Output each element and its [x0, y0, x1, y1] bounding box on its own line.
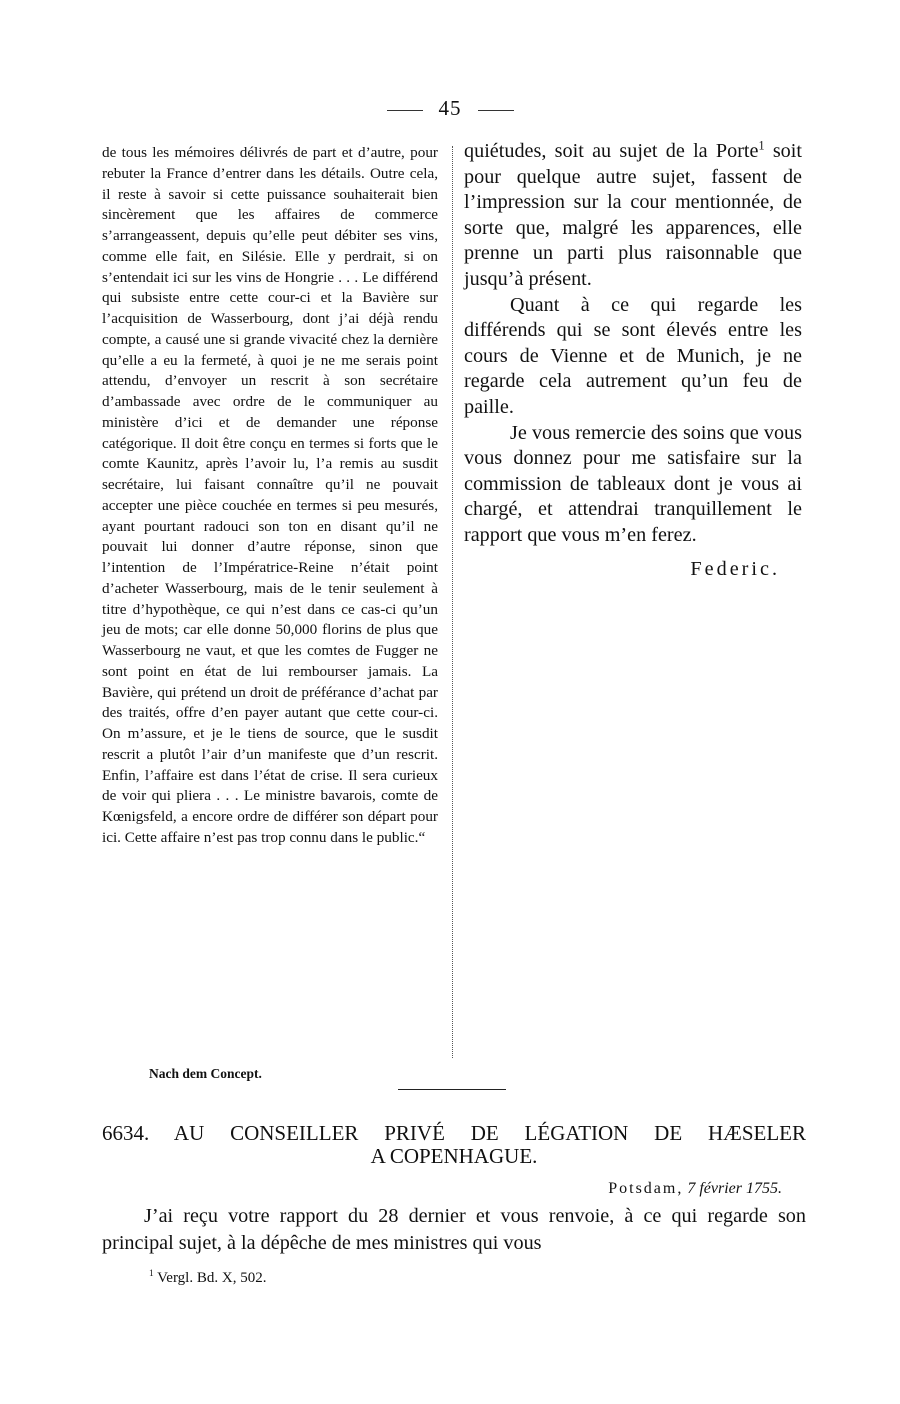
left-column-text: de tous les mémoires délivrés de part et d’autre, pour rebuter la France d’entrer dans les détails. Outre cela, il reste à savoir si cette puissance souhaiterait bien sincèrement que les affaires de commerce s’arrangeassent, depuis qu’elle peut débiter ses vins, comme elle fait, en Silésie. Elle y perdrait, si on s’entendait ici sur les vins de Hongrie . . . Le différend qui subsiste entre cette cour-ci et la Bavière sur l’acquisition de Wasserbourg, dont j’ai déjà rendu compte, a causé une si grande vivacité chez la dernière qu’elle a eu la fermeté, à quoi je ne me serais point attendu, d’envoyer un rescrit à son secrétaire d’ambassade avec ordre de le communiquer au ministère d’ici et de demander une réponse catégorique. Il doit être conçu en termes si forts que le comte Kaunitz, après l’avoir lu, l’a remis au susdit secrétaire, lui faisant connaître qu’il ne pouvait accepter une pièce couchée en termes si peu mesurés, ayant pourtant radouci son ton en disant qu’il ne pouvait lui donner d’autre réponse, sinon que l’intention de l’Impératrice-Reine n’était point d’acheter Wasserbourg, mais de le tenir seulement à titre d’hypothèque, ce qui n’est dans ce cas-ci qu’un jeu de mots; car elle donne 50,000 florins de plus que Wasserbourg ne vaut, et que les comtes de Fugger ne sont point en état de lui rembourser jamais. La Bavière, qui prétend un droit de préférance d’achat par des traités, offre d’en payer autant que cette cour-ci. On m’assure, et je le tiens de source, que le susdit rescrit a plutôt l’air d’un manifeste que d’un rescrit. Enfin, l’affaire est dans l’état de crise. Il sera curieux de voir qui pliera . . . Le ministre bavarois, comte de Kœnigsfeld, a encore ordre de différer son départ pour ici. Cette affaire n’est pas trop connu dans le public.“: [102, 144, 438, 846]
right-paragraph-2: Quant à ce qui regarde les différends qui se sont élevés entre les cours de Vienne et de Munich, je ne regarde cela autrement qu’un feu de paille.: [464, 293, 802, 418]
left-column: [102, 143, 438, 849]
dateline-date: 7 février 1755.: [683, 1180, 782, 1197]
right-paragraph-1-rest: soit pour quelque autre sujet, fassent de l’impression sur la cour mentionnée, de sorte que, malgré les apparences, elle prenne un parti plus raisonnable que jusqu’à présent.: [464, 140, 802, 290]
page-number-rule-right: [478, 110, 514, 111]
section-heading-line-1: 6634. AU CONSEILLER PRIVÉ DE LÉGATION DE HÆSELER: [102, 1121, 806, 1145]
letter-body: J’ai reçu votre rapport du 28 dernier et vous renvoie, à ce qui regarde son principal sujet, à la dépêche de mes ministres qui vous: [102, 1205, 806, 1254]
source-note: Nach dem Concept.: [149, 1066, 262, 1081]
right-column: [464, 139, 802, 582]
footnote-mark: 1: [149, 1269, 154, 1279]
dateline: [608, 1180, 782, 1198]
page-number-value: 45: [438, 96, 462, 120]
dateline-place: Potsdam,: [608, 1180, 684, 1197]
section-divider: [398, 1089, 506, 1090]
right-paragraph-3: Je vous remercie des soins que vous vous donnez pour me satisfaire sur la commission de tableaux dont je vous ai chargé, et attendrai tranquillement le rapport que vous m’en ferez.: [464, 421, 802, 546]
footnote: [149, 1270, 266, 1287]
column-divider: [452, 146, 453, 1058]
section-heading-line-2: A COPENHAGUE.: [370, 1144, 538, 1168]
footnote-reference: 1: [758, 138, 765, 153]
page-number-rule-left: [387, 110, 423, 111]
section-heading: [102, 1122, 806, 1168]
signature: Federic.: [690, 557, 780, 580]
page-number: [0, 96, 900, 121]
right-paragraph-1-start: quiétudes, soit au sujet de la Porte: [464, 140, 759, 162]
footnote-text: Vergl. Bd. X, 502.: [153, 1270, 267, 1286]
right-paragraph-1: [464, 139, 802, 293]
